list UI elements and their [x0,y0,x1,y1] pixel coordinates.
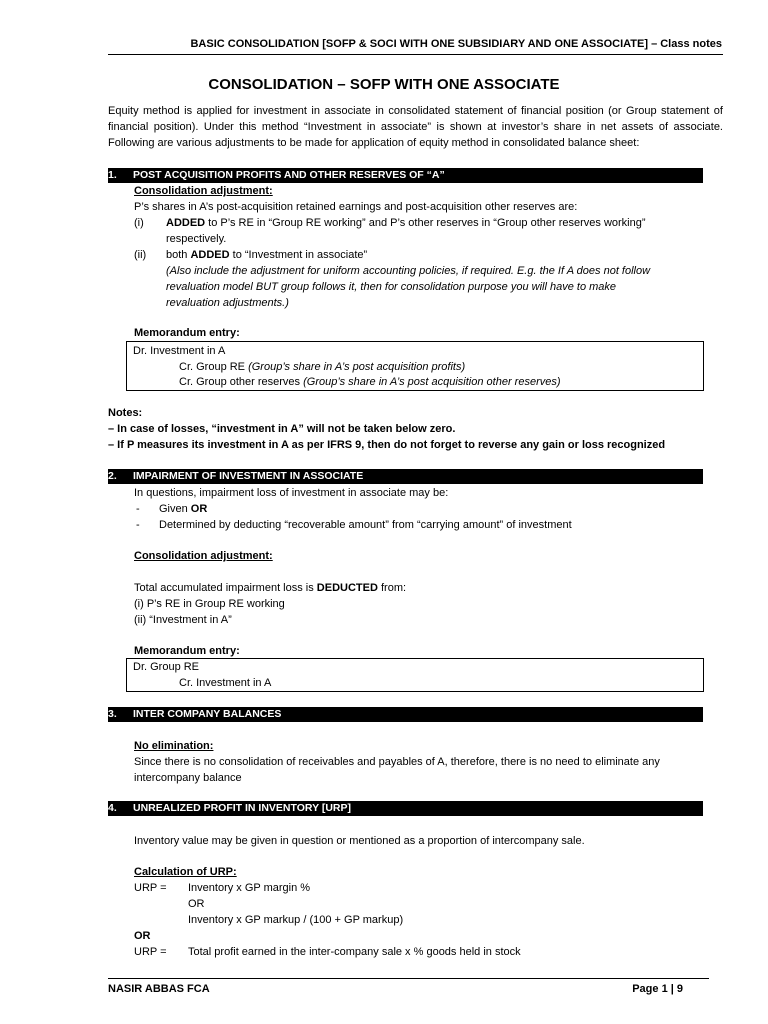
s1-item-ii-text [166,247,367,263]
note-2: – If P measures its investment in A as per IFRS 9, then do not forget to reverse any gain or loss recognized [108,439,666,451]
s2-intro-text: In questions, impairment loss of investment in associate may be: [134,487,449,499]
section-4-heading [108,801,703,816]
s4-text: Inventory value may be given in question or mentioned as a proportion of intercompany sale. [134,835,585,847]
s2-bullet-1-bold: OR [190,503,208,515]
s2-memo-debit: Dr. Group RE [133,661,200,673]
footer-divider [108,978,709,979]
section-4-title: UNREALIZED PROFIT IN INVENTORY [URP] [133,802,351,814]
s1-memo-credit-2-note: (Group’s share in A’s post acquisition other reserves) [303,376,561,388]
s4-calc-heading: Calculation of URP: [134,866,237,878]
s2-memo-credit: Cr. Investment in A [179,677,272,689]
s2-memo-entry-box [126,658,704,692]
s2-memo-heading: Memorandum entry: [134,645,240,657]
page-title: CONSOLIDATION – SOFP WITH ONE ASSOCIATE [208,76,560,93]
s1-memo-heading: Memorandum entry: [134,327,240,339]
section-3-title: INTER COMPANY BALANCES [133,708,282,720]
s1-item-i-bold: ADDED [166,217,206,229]
s2-bullet-2: Determined by deducting “recoverable amount” from “carrying amount” of investment [159,519,572,531]
s2-item-i: (i) P’s RE in Group RE working [134,598,285,610]
s1-adjustment-heading: Consolidation adjustment: [134,185,273,197]
s1-item-i-label: (i) [134,217,144,229]
section-1-title: POST ACQUISITION PROFITS AND OTHER RESERVES OF “A” [133,169,445,181]
footer-page-number: Page 1 | 9 [632,983,683,995]
s4-urp-label-2: URP = [134,946,167,958]
section-2-heading [108,469,703,484]
s2-adjustment-heading: Consolidation adjustment: [134,550,273,562]
section-1-number: 1. [108,169,117,181]
s1-memo-debit: Dr. Investment in A [133,345,226,357]
s2-total-post: from: [377,582,407,594]
s2-bullet-1-dash: - [136,503,140,515]
section-3-heading [108,707,703,722]
section-2-number: 2. [108,470,117,482]
s2-bullet-1 [159,501,207,517]
s4-formula-2: Inventory x GP markup / (100 + GP markup) [188,914,404,926]
s4-urp-label: URP = [134,882,167,894]
intro-paragraph: Equity method is applied for investment in associate in consolidated statement of financial position (or Group statement of financial position). Under this method “Investment in associate” is shown at investor’s share in net assets of associate. Following are various adjustments to be made for application of equity method in consolidated balance sheet: [108,105,723,150]
s3-sub-heading: No elimination: [134,740,214,752]
s4-or-1: OR [188,898,205,910]
s4-formula-3: Total profit earned in the inter-company sale x % goods held in stock [188,946,521,958]
s1-memo-credit-1-note: (Group’s share in A’s post acquisition profits) [248,361,466,373]
s1-item-ii-note-line1: (Also include the adjustment for uniform accounting policies, if required. E.g. the If A does not follow [166,265,651,277]
s1-memo-entry-box [126,341,704,391]
s4-formula-1: Inventory x GP margin % [188,882,311,894]
s1-item-ii-note-line3: revaluation adjustments.) [166,297,289,309]
section-4-number: 4. [108,802,117,814]
notes-heading: Notes: [108,407,143,419]
s1-memo-credit-1 [179,359,465,375]
s1-item-ii-pre: both [166,249,191,261]
s4-or-2: OR [134,930,151,942]
s1-item-ii-bold: ADDED [190,249,230,261]
section-3-number: 3. [108,708,117,720]
s3-text-line1: Since there is no consolidation of receivables and payables of A, therefore, there is no need to eliminate any [134,756,660,768]
running-header: BASIC CONSOLIDATION [SOFP & SOCI WITH ONE SUBSIDIARY AND ONE ASSOCIATE] – Class notes [190,38,722,50]
s2-bullet-2-dash: - [136,519,140,531]
s1-item-ii-rest: to “Investment in associate” [229,249,368,261]
s1-memo-credit-2 [179,374,561,390]
s1-memo-credit-1-account: Cr. Group RE [179,361,249,373]
s1-item-i-rest: to P’s RE in “Group RE working” and P’s other reserves in “Group other reserves working” [205,217,646,229]
s1-item-ii-note-line2: revaluation model BUT group follows it, then for consolidation purpose you will have to make [166,281,617,293]
header-divider [108,54,723,55]
s2-bullet-1-text: Given [159,503,191,515]
s1-adjustment-text: P’s shares in A’s post-acquisition retained earnings and post-acquisition other reserves are: [134,201,578,213]
s1-item-i-continued: respectively. [166,233,227,245]
s2-total-bold: DEDUCTED [316,582,378,594]
s2-total-impairment [134,580,406,596]
s3-text-line2: intercompany balance [134,772,242,784]
s2-total-pre: Total accumulated impairment loss is [134,582,317,594]
footer-author: NASIR ABBAS FCA [108,983,210,995]
note-1: – In case of losses, “investment in A” will not be taken below zero. [108,423,456,435]
s1-memo-credit-2-account: Cr. Group other reserves [179,376,304,388]
section-1-heading [108,168,703,183]
section-2-title: IMPAIRMENT OF INVESTMENT IN ASSOCIATE [133,470,364,482]
s1-item-ii-label: (ii) [134,249,147,261]
s1-item-i-text [166,215,646,231]
s2-item-ii: (ii) “Investment in A” [134,614,232,626]
